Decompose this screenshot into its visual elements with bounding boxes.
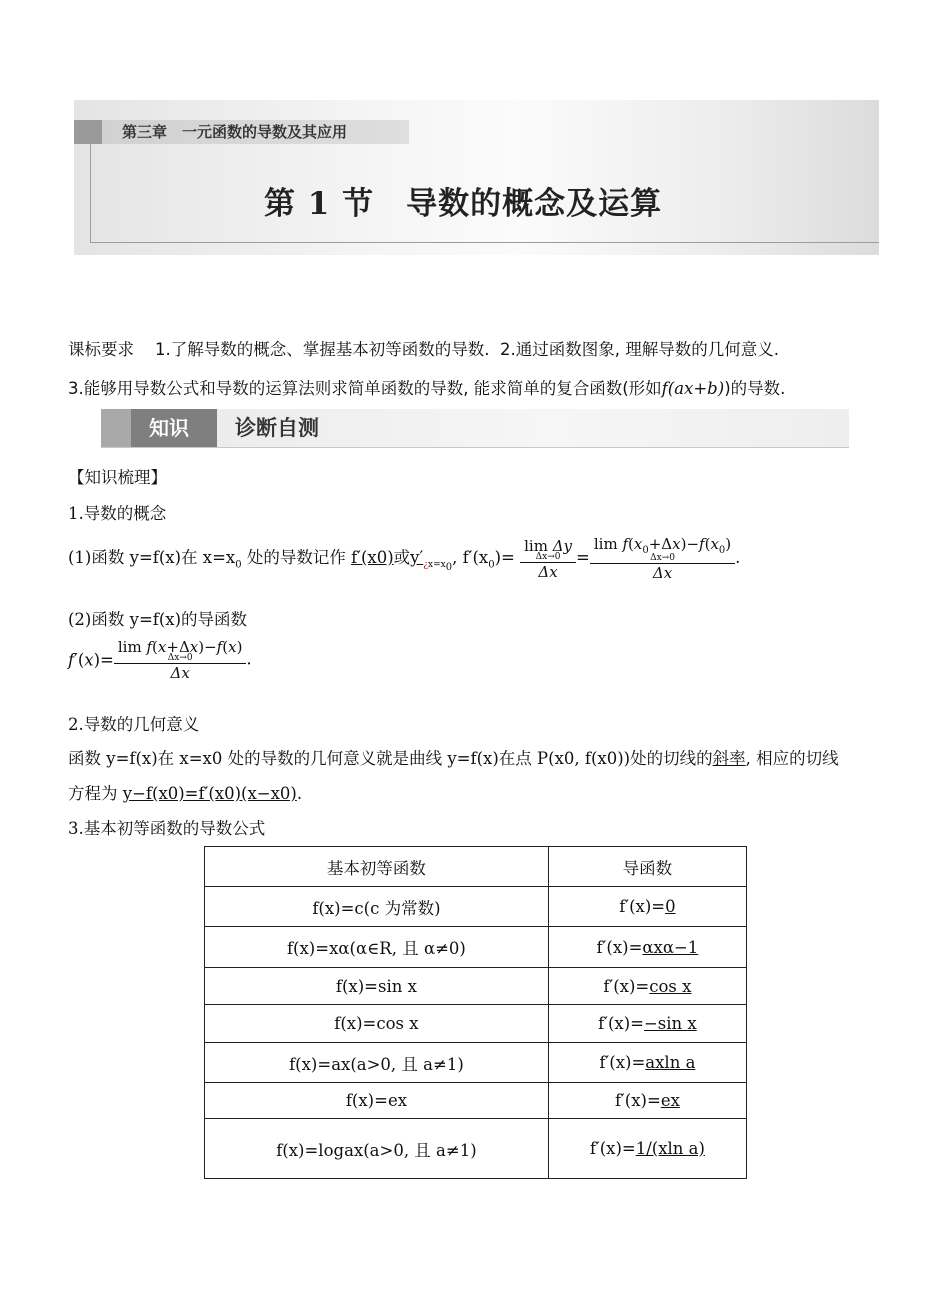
table-row [205,927,747,968]
derivative-table [204,846,747,1179]
chapter-banner [74,100,879,255]
definition-fraction-2: $\lim f(x_0+\Delta x)-f(x_0)$ Δx→0 Δx [590,535,735,582]
function-cell: f(x)=c(c 为常数) [205,887,549,927]
requirement-3-post: )的导数. [724,379,786,398]
table-row [205,968,747,1005]
derivative-blank: ex [660,1091,680,1110]
function-cell: f(x)=logax(a>0, 且 a≠1) [205,1119,549,1179]
section-title: 第 1 节 导数的概念及运算 [264,186,663,222]
function-cell: f(x)=xα(α∈R, 且 α≠0) [205,927,549,968]
chapter-tab-marker [74,120,102,144]
function-cell: f(x)=cos x [205,1005,549,1043]
geometric-text-2: 方程为 y−f(x0)=f′(x0)(x−x0). [68,784,303,803]
derivative-cell [548,1083,746,1119]
delta-y: Δy [552,536,573,555]
table-header-function: 基本初等函数 [205,847,549,887]
derivative-cell [548,887,746,927]
section-tag [101,409,217,447]
function-cell: f(x)=sin x [205,968,549,1005]
section-tag-notch [101,409,131,447]
derivative-blank: −sin x [643,1014,697,1033]
derivative-cell [548,927,746,968]
blank-derivative-notation: f′(x0) [351,547,394,567]
table-row [205,1005,747,1043]
requirement-1: 1.了解导数的概念、掌握基本初等函数的导数. [154,340,490,359]
table-header-derivative: 导函数 [548,847,746,887]
derivative-blank: 0 [665,897,676,916]
requirement-3-pre: 3.能够用导数公式和导数的运算法则求简单函数的导数, 能求简单的复合函数(形如 [68,379,662,398]
derivative-function-fraction: lim f(x+Δx)−f(x) Δx→0 Δx [114,638,247,682]
derivative-blank: 1/(xln a) [635,1139,705,1158]
table-row [205,1043,747,1083]
definition-line: (1)函数 y=f(x)在 $x=x_0$ 处的导数记作 f′(x0)或$y'_{¿x=x_0}$, $f'(x_0)=$ lim Δy Δx→0 Δx = $\lim f(x_0+\Delta x)-f(x_0)$ Δx→0 Δx . [68,535,741,582]
geometric-title: 2.导数的几何意义 [68,715,200,734]
derivative-prefix: f′(x)= [619,897,666,916]
table-header-row [205,847,747,887]
definition-text: (1)函数 y=f(x)在 $x=x_0$ 处的导数记作 f′(x0)或$y'_{¿x=x_0}$, $f'(x_0)=$ [68,547,515,574]
derivative-prefix: f′(x)= [596,937,643,957]
lim-word-1: lim [524,536,548,555]
derivative-blank: axln a [645,1053,696,1072]
concept-title: 1.导数的概念 [68,504,167,523]
lim-word-2: lim [593,535,618,553]
blank-tangent-equation: y−f(x0)=f′(x0)(x−x0) [122,784,297,803]
function-cell: f(x)=ax(a>0, 且 a≠1) [205,1043,549,1083]
geometric-text-a: 函数 y=f(x)在 x=x0 处的导数的几何意义就是曲线 y=f(x)在点 P(x0, f(x0))处的切线的 [68,749,713,768]
definition-mid: 处的导数记作 [246,547,346,567]
chapter-tab [74,120,409,144]
table-row [205,887,747,927]
derivative-cell [548,1005,746,1043]
lim-sub-3: Δx→0 [167,653,193,663]
formula-table-title: 3.基本初等函数的导数公式 [68,819,266,838]
table-row [205,1083,747,1119]
derivative-cell [548,968,746,1005]
derivative-prefix: f′(x)= [614,1091,661,1110]
chapter-title: 第三章 一元函数的导数及其应用 [122,123,348,141]
derivative-blank: cos x [649,976,692,996]
derivative-cell [548,1043,746,1083]
requirements-label: 课标要求 [68,340,134,359]
definition-or: 或 [393,547,411,567]
knowledge-header: 【知识梳理】 [68,468,167,487]
section-tag-text: 知识 [149,416,189,440]
derivative-prefix: f′(x)= [603,976,650,996]
requirements-line-1 [68,336,779,360]
table-row [205,1119,747,1179]
lim-word-3: lim [117,638,142,656]
geometric-text-b: , 相应的切线 [745,749,839,768]
derivative-function-formula: f′(x)= lim f(x+Δx)−f(x) Δx→0 Δx . [68,638,252,682]
delta-x-2: Δx [652,564,673,582]
derivative-prefix: f′(x)= [598,1014,644,1033]
definition-pre: (1)函数 y=f(x)在 x=x [68,547,236,567]
banner-divider-vertical [90,144,91,242]
section-bar [101,409,849,448]
blank-y-prime: y′ [410,547,424,567]
derivative-prefix: f′(x)= [599,1053,646,1072]
requirement-3-fx: f(ax+b) [661,379,725,398]
lim-sub-1: Δx→0 [535,551,561,562]
delta-x-1: Δx [538,562,558,581]
definition-fraction-1 [520,537,576,581]
geometric-text-c: 方程为 [68,784,118,803]
derivative-prefix: f′(x)= [589,1139,636,1158]
delta-x-3: Δx [170,664,190,682]
geometric-text-1 [68,745,839,769]
derivative-cell [548,1119,746,1179]
banner-divider-horizontal [90,242,879,243]
requirement-2: 2.通过函数图象, 理解导数的几何意义. [499,340,779,359]
section-label: 诊断自测 [235,416,319,440]
blank-slope: 斜率 [712,749,746,768]
requirements-line-2 [68,375,785,399]
derivative-blank: αxα−1 [642,937,699,957]
lim-sub-2: Δx→0 [650,553,675,563]
derivative-function-title: (2)函数 y=f(x)的导函数 [68,610,248,629]
function-cell: f(x)=ex [205,1083,549,1119]
